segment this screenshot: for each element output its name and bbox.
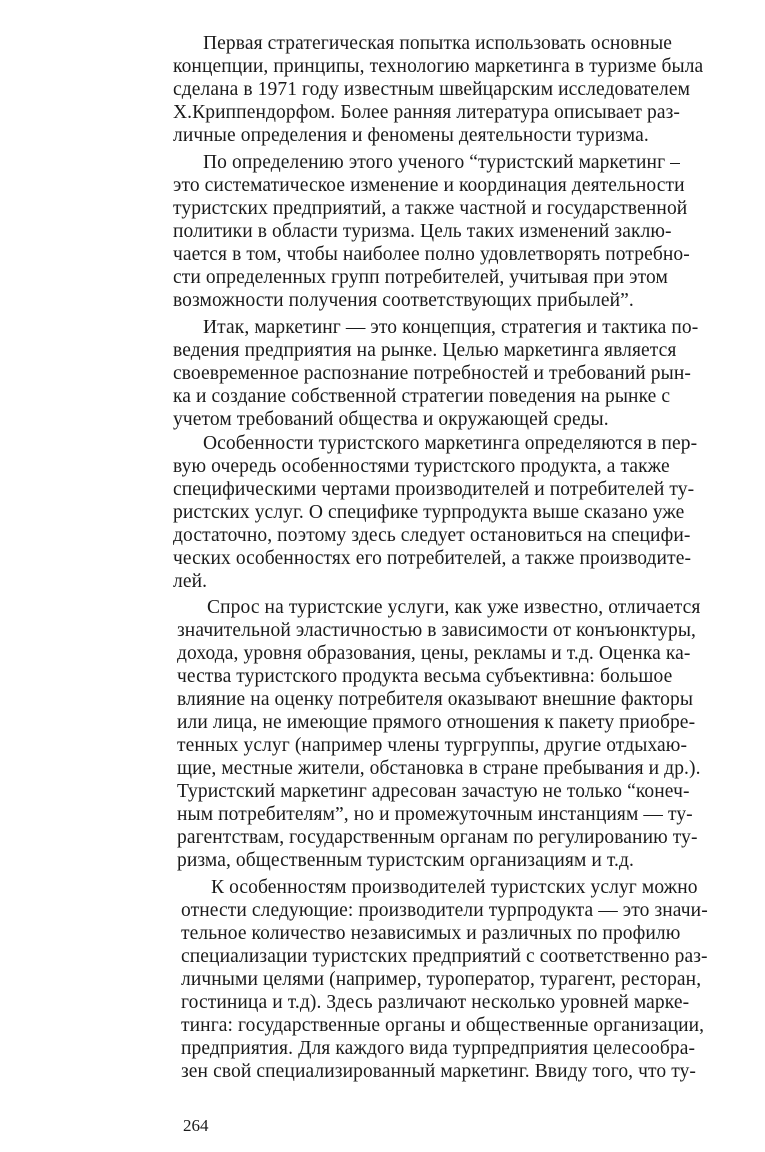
page-number: 264 bbox=[183, 1116, 209, 1135]
text-line-43: тинга: государственные органы и общественные организации, bbox=[181, 1015, 705, 1036]
text-line-24: лей. bbox=[173, 571, 208, 592]
text-line-1: Первая стратегическая попытка использовать основные bbox=[203, 33, 673, 54]
text-line-7: это систематическое изменение и координация деятельности bbox=[173, 175, 685, 196]
text-line-6: По определению этого ученого “туристский маркетинг – bbox=[203, 152, 680, 173]
text-line-40: специализации туристских предприятий с соответственно раз- bbox=[181, 946, 708, 967]
text-line-27: дохода, уровня образования, цены, рекламы и т.д. Оценка ка- bbox=[177, 643, 691, 664]
text-line-29: влияние на оценку потребителя оказывают внешние факторы bbox=[177, 689, 694, 710]
text-line-14: ведения предприятия на рынке. Целью маркетинга является bbox=[173, 340, 677, 361]
text-line-35: рагентствам, государственным органам по регулированию ту- bbox=[177, 827, 698, 848]
text-line-3: сделана в 1971 году известным швейцарским исследователем bbox=[173, 79, 691, 100]
text-line-2: концепции, принципы, технологию маркетинга в туризме была bbox=[173, 56, 704, 77]
text-line-37: К особенностям производителей туристских услуг можно bbox=[211, 877, 698, 898]
text-line-21: ристских услуг. О специфике турпродукта выше сказано уже bbox=[173, 502, 685, 523]
text-line-5: личные определения и феномены деятельности туризма. bbox=[173, 125, 649, 146]
text-line-25: Спрос на туристские услуги, как уже известно, отличается bbox=[207, 597, 701, 618]
text-line-11: сти определенных групп потребителей, учитывая при этом bbox=[173, 267, 668, 288]
text-line-26: значительной эластичностью в зависимости от конъюнктуры, bbox=[177, 620, 696, 641]
text-line-19: вую очередь особенностями туристского продукта, а также bbox=[173, 456, 670, 477]
text-line-22: достаточно, поэтому здесь следует остановиться на специфи- bbox=[173, 525, 691, 546]
text-line-10: чается в том, чтобы наиболее полно удовлетворять потребно- bbox=[173, 244, 690, 265]
text-line-45: зен свой специализированный маркетинг. Ввиду того, что ту- bbox=[181, 1061, 697, 1082]
text-line-8: туристских предприятий, а также частной и государственной bbox=[173, 198, 688, 219]
text-line-15: своевременное распознание потребностей и требований рын- bbox=[173, 363, 691, 384]
text-line-23: ческих особенностях его потребителей, а также производите- bbox=[173, 548, 692, 569]
text-line-30: или лица, не имеющие прямого отношения к пакету приобре- bbox=[177, 712, 696, 733]
text-line-32: щие, местные жители, обстановка в стране пребывания и др.). bbox=[177, 758, 701, 779]
text-line-41: личными целями (например, туроператор, турагент, ресторан, bbox=[181, 969, 702, 990]
text-line-33: Туристский маркетинг адресован зачастую не только “конеч- bbox=[177, 781, 690, 802]
text-line-28: чества туристского продукта весьма субъективна: большое bbox=[177, 666, 673, 687]
text-line-12: возможности получения соответствующих прибылей”. bbox=[173, 290, 634, 311]
text-line-16: ка и создание собственной стратегии поведения на рынке с bbox=[173, 386, 671, 407]
text-line-18: Особенности туристского маркетинга определяются в пер- bbox=[203, 433, 698, 454]
text-line-34: ным потребителям”, но и промежуточным инстанциям — ту- bbox=[177, 804, 693, 825]
text-line-31: тенных услуг (например члены тургруппы, другие отдыхаю- bbox=[177, 735, 688, 756]
text-line-38: отнести следующие: производители турпродукта — это значи- bbox=[181, 900, 708, 921]
text-line-42: гостиница и т.д). Здесь различают несколько уровней марке- bbox=[181, 992, 690, 1013]
text-line-4: Х.Криппендорфом. Более ранняя литература описывает раз- bbox=[173, 102, 681, 123]
text-line-9: политики в области туризма. Цель таких изменений заклю- bbox=[173, 221, 672, 242]
text-line-36: ризма, общественным туристским организациям и т.д. bbox=[177, 850, 635, 871]
text-line-13: Итак, маркетинг — это концепция, стратегия и тактика по- bbox=[203, 317, 699, 338]
text-line-17: учетом требований общества и окружающей среды. bbox=[173, 409, 609, 430]
text-line-20: специфическими чертами производителей и потребителей ту- bbox=[173, 479, 695, 500]
text-line-39: тельное количество независимых и различных по профилю bbox=[181, 923, 681, 944]
text-line-44: предприятия. Для каждого вида турпредприятия целесообра- bbox=[181, 1038, 696, 1059]
